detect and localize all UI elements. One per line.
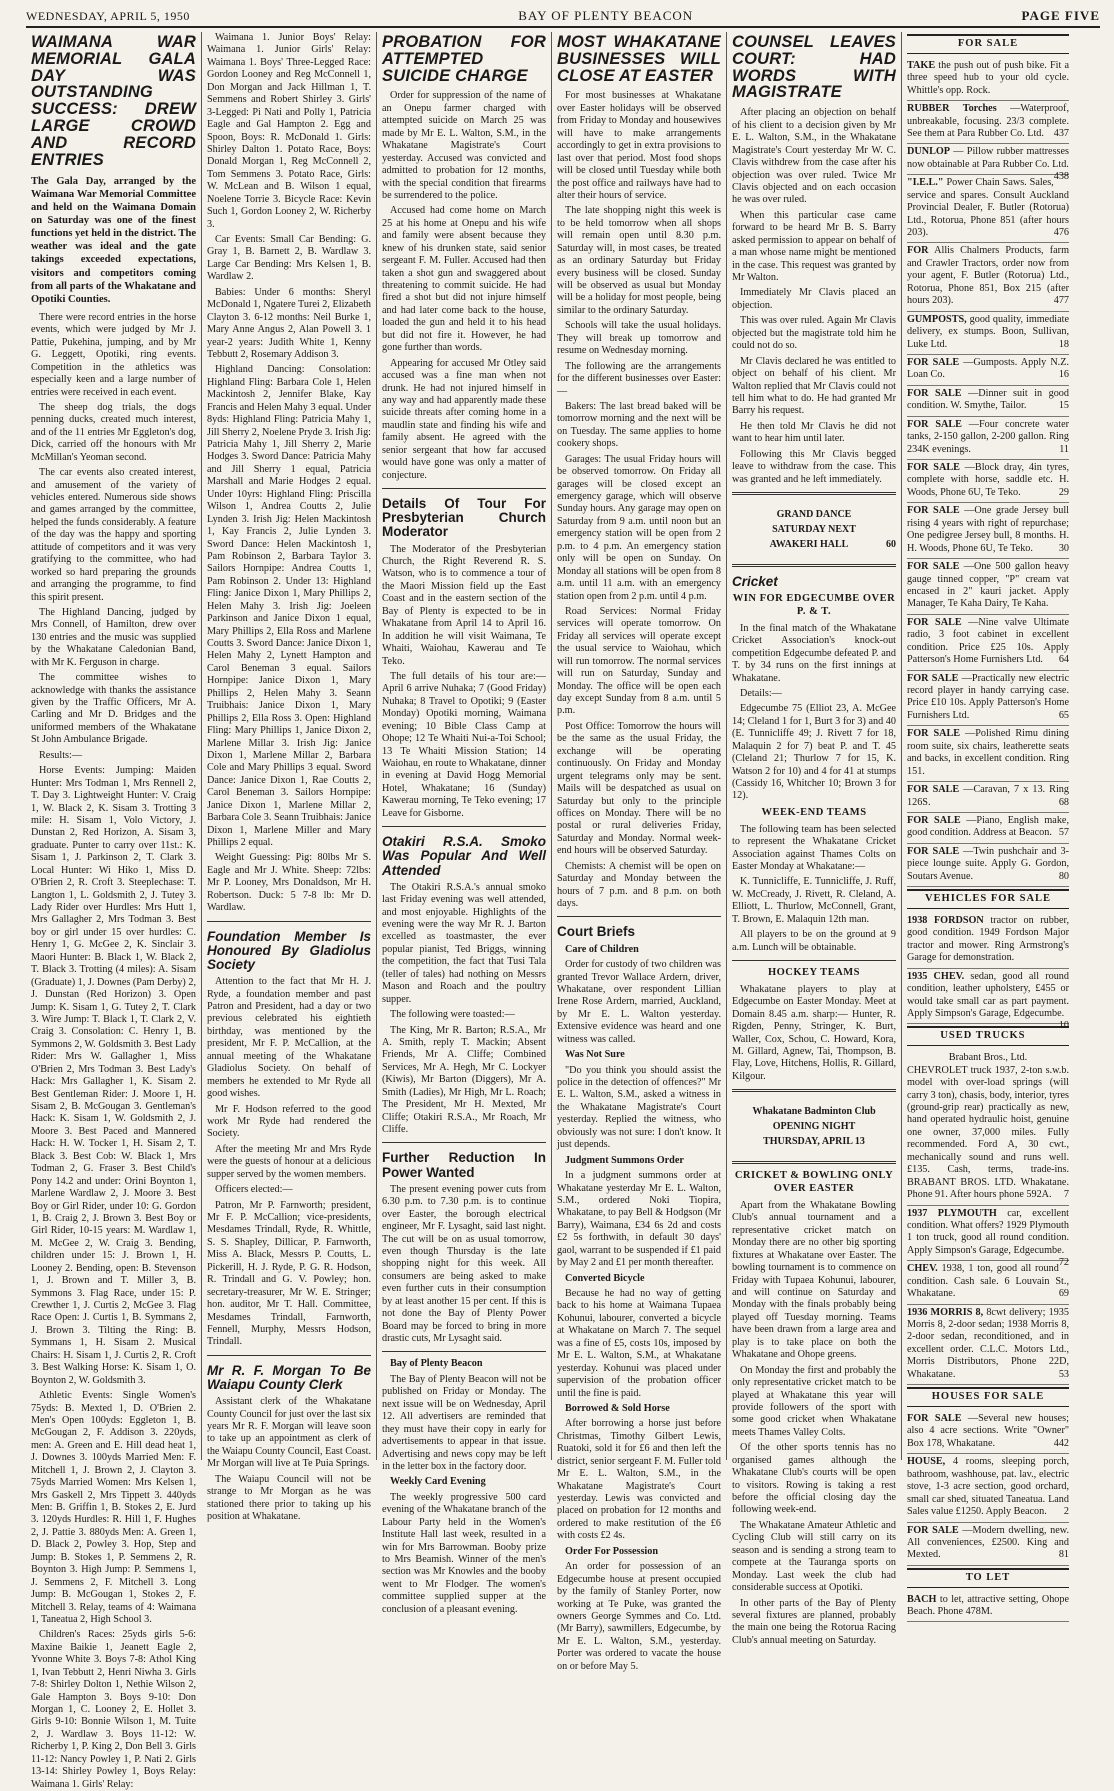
column-2 xyxy=(202,32,377,1523)
ad-keyword: FOR SALE xyxy=(907,1524,959,1536)
teams-head: WEEK-END TEAMS xyxy=(761,806,867,818)
gala-headline: WAIMANA WAR MEMORIAL GALA DAY WAS OUTSTANDING SUCCESS: DREW LARGE CROWD AND RECORD ENTRIES xyxy=(31,33,196,169)
morgan-paragraph: The Waiapu Council will not be strange to Mr Morgan as he was stationed there prior to taking up his position at Whakatane. xyxy=(207,1473,371,1523)
court-paragraph: An order for possession of an Edgecumbe house at present occupied by the family of Stanley Porter, now working at Te Puke, was granted the owners George Symmes and Co. Ltd. (Mr Barry), sawmillers, Edgecumbe, by Mr E. L. Walton, S.M., yesterday. Porter was ordered to vacate the house on or before May 5. xyxy=(557,1561,721,1672)
easter-headline: MOST WHAKATANE BUSINESSES WILL CLOSE AT EASTER xyxy=(557,33,721,85)
classified-ad xyxy=(907,58,1069,101)
ad-keyword: CHEV. xyxy=(907,1263,938,1275)
probation-paragraph: Appearing for accused Mr Otley said accused was a fine man when not drunk. He had not injured himself in any way and had apparently made these suicide threats after coming home in a maudlin state and finding his wife and family absent. He agreed with the senior sergeant that how far accused would have gone was only a matter of conjecture. xyxy=(382,357,546,481)
ad-number: 2 xyxy=(1063,1506,1069,1518)
ad-text: —Twin pushchair and 3-piece lounge suite. Apply G. Gordon, Soutars Avenue. xyxy=(907,845,1069,882)
vehicles-list xyxy=(907,913,1069,1032)
ad-number: 65 xyxy=(1058,709,1069,721)
car-results: Car Events: Small Car Bending: G. Gray 1, B. Barnett 2, B. Wardlaw 3. Large Car Bending: Mrs Kelsen 1, B. Wardlaw 2. xyxy=(207,234,371,283)
ad-keyword: FOR SALE xyxy=(907,1413,962,1424)
column-6-classifieds xyxy=(902,32,1074,1618)
ad-text: 4 rooms, sleeping porch, bathroom, washhouse, pat. lav., electric stove, 1-3 acre section, good orchard, small car shed, situated Taneatua. Land Sales value £1250. Apply Beacon. xyxy=(907,1456,1069,1518)
ad-text: to let, attractive setting, Ohope Beach. Phone 478M. xyxy=(907,1593,1069,1618)
ad-number: 68 xyxy=(1058,796,1069,808)
badminton-line: Whakatane Badminton Club xyxy=(752,1106,876,1118)
foundation-paragraph: Attention to the fact that Mr H. J. Ryde, a foundation member and past Patron and President, had a day or two previous celebrated his eightieth birthday, was mentioned by the president, Mr F. P. McCallion, at the annual meeting of the Whakatane Gladiolus Society. On behalf of members he extended to Mr Ryde all good wishes. xyxy=(207,976,371,1100)
ad-text: —Four concrete water tanks, 2-150 gallon, 2-200 gallon. Ring 234K evenings. xyxy=(907,418,1069,455)
classified-ad xyxy=(907,671,1069,727)
court-subhead: Order For Possession xyxy=(565,1545,659,1557)
bowling-paragraph: Of the other sports tennis has no organised games although the Whakatane Club's courts will be open to visitors. Rowing is taking a rest before the official closing day the following week-end. xyxy=(732,1442,896,1516)
hockey-head: HOCKEY TEAMS xyxy=(767,967,861,979)
divider xyxy=(382,826,546,827)
classified-ad xyxy=(907,813,1069,844)
ad-number: 16 xyxy=(1058,369,1069,381)
counsel-paragraph: Following this Mr Clavis begged leave to withdraw from the case. This was granted and he left immediately. xyxy=(732,448,896,485)
classified-ad xyxy=(907,503,1069,559)
gala-lead: The Gala Day, arranged by the Waimana War Memorial Committee and held on the Waimana Domain on Saturday was one of the finest functions yet held in the district. The weather was ideal and the gate takings exceeded expectations, visitors and competitors coming from all parts of the Whakatane and Opotiki Counties. xyxy=(31,175,196,305)
dance-ad-number: 60 xyxy=(886,539,896,550)
court-paragraph: After borrowing a horse just before Christmas, Timothy Gilbert Lewis, Ruatoki, sold it for £6 and then left the district, senior sergeant F. M. Fuller told Mr E. L. Walton, S.M., in the Whakatane Magistrate's Court yesterday. Lewis was convicted and placed on probation for 12 months and ordered to make restitution of the £6 with costs £2 4s. xyxy=(557,1418,721,1542)
ad-number: 69 xyxy=(1058,1288,1069,1300)
ad-text: —Several new houses; also 4 acre sections. Write "Owner" Box 178, Whakatane. xyxy=(907,1413,1069,1449)
ad-text: sedan, good all round condition, leather upholstery, £455 or would take small car as part payment. Apply Simpson's Garage, Edgecumbe. xyxy=(907,970,1069,1020)
ad-text: —One 500 gallon heavy gauge tinned copper, "P" cream vat encased in 2" kauri jacket. Apply Manager, Te Kaha Dairy, Te Kaha. xyxy=(907,561,1069,610)
ad-number: 477 xyxy=(1053,295,1069,307)
results-label: Results:— xyxy=(39,749,83,761)
column-5 xyxy=(727,32,902,1646)
classified-ad xyxy=(907,1523,1069,1566)
vehicles-head: VEHICLES FOR SALE xyxy=(907,889,1069,909)
cricket-paragraph: K. Tunnicliffe, E. Tunnicliffe, J. Ruff, W. McCready, J. Rivett, R. Cleland, A. Elliott, L. Thurlow, McConnell, Grant, T. Brown, E. Malaquin 12th man. xyxy=(732,876,896,925)
easter-paragraph: For most businesses at Whakatane over Easter holidays will be observed from Friday to Monday and housewives will have to make arrangements accordingly to get in extra provisions to last over that period. Most food shops will be closed until Tuesday while both the post office and railways have had to alter their hours of service. xyxy=(557,90,721,201)
ad-text: —Caravan, 7 x 13. Ring 126S. xyxy=(907,784,1069,808)
easter-paragraph: The following are the arrangements for the different businesses over Easter:— xyxy=(557,360,721,397)
court-paragraph: Because he had no way of getting back to his home at Waimana Tupaea Kohunui, labourer, converted a bicycle at Whakatane on March 7. The sequel was a fine of £5, costs 10s, imposed by Mr E. L. Walton, S.M., at Whakatane yesterday. Kohunui was placed under supervision of the probation officer until the fine is paid. xyxy=(557,1288,721,1399)
ad-number: 30 xyxy=(1058,542,1069,554)
dance-line xyxy=(732,537,896,552)
relay-results: Waimana 1. Junior Boys' Relay: Waimana 1. Junior Girls' Relay: Waimana 1. Boys' Three-Legged Race: Gordon Looney and Reg McConnell 1, Don Morgan and Jack Hillman 1, T. Semmens and Robert Shirley 3. Girls' 3-Legged: Pi Nati and Polly 1, Patricia Eagle and Gal Hampton 2. Egg and Spoon, Boys: R. McDonald 1. Girls: Shirley Dalton 1. Potato Race, Boys: Donald Morgan 1, Reg McConnell 2, Tom Semmens 3. Potato Race, Girls: W. McLean and B. Wilson 1 equal, Noelene Torrie 3. Bicycle Race: Kevin Such 1, Gordon Looney 2, W. Richerby 3. xyxy=(207,32,371,230)
moderator-paragraph: The Moderator of the Presbyterian Church, the Right Reverend R. S. Watson, who is to commence a tour of the Maori Mission field up the East Coast and in the eastern section of the Bay of Plenty is expected to be in Whakatane from April 14 to April 16. In addition he will visit Waimana, Te Whaiti, Waiohau, Kawerau and Te Teko. xyxy=(382,543,546,667)
ad-keyword: FOR SALE xyxy=(907,672,959,684)
foundation-paragraph: Mr F. Hodson referred to the good work Mr Ryde had rendered the Society. xyxy=(207,1103,371,1140)
ad-text: tractor on rubber, good condition. 1949 Fordson Major tractor and mower. Ring Armstrong's Garage for demonstration. xyxy=(907,914,1069,964)
divider xyxy=(207,921,371,922)
ad-text: —Modern dwelling, new. All conveniences, £2500. King and Mexted. xyxy=(907,1524,1069,1561)
divider xyxy=(732,960,896,961)
ad-keyword: FOR SALE xyxy=(907,814,961,826)
ad-number: 72 xyxy=(1058,1257,1069,1269)
rsa-paragraph: The following were toasted:— xyxy=(390,1009,515,1021)
gala-paragraph: The sheep dog trials, the dogs penning ducks, created much interest, and of the 11 entries Mr Eggleton's dog, Dick, carried off the honours with Mr McMillan's Yeoman second. xyxy=(31,401,196,463)
athletic-results: Athletic Events: Single Women's 75yds: B. Mexted 1, D. O'Brien 2. Men's Open 100yds: Eggleton 1, B. McGougan 2, F. Addison 3. 220yds, men: A. Green and E. Hill dead heat 1, J. Downes 3. 100yds Married Men: F. Mitchell 1, J. Brown 2, J. Clayton 3. 75yds Married Women: Mrs Kelsen 1, Mrs Gaskell 2, Mrs Tippett 3. 440yds Men: B. Griffin 1, B. Stokes 2, E. Jurd 3. 120yds Hurdles: R. Hill 1, F. Hughes 2, J. Pattie 3. 880yds Men: A. Green 1, D. Black 2, Powley 3. Hop, Step and Jump: B. Stokes 1, P. Semmens 2, R. Boynton 3. High Jump: P. Semmens 1, J. Semmens 2, F. Mitchell 3. Long Jump: B. McGougan 1, Stokes 2, F. Mitchell 3. Relay, teams of 4: Waimana 1, Taneatua 2, High School 3. xyxy=(31,1390,196,1625)
ad-number: 29 xyxy=(1058,486,1069,498)
ad-number: 81 xyxy=(1058,1549,1069,1561)
badminton-line: OPENING NIGHT xyxy=(772,1121,856,1133)
badminton-ad xyxy=(732,1098,896,1155)
ad-text: 8cwt delivery; 1935 Morris 8, 2-door sedan; 1938 Morris 8, 2-door sedan, reconditioned, and in excellent order. C.L.C. Motors Ltd., Morris Distributors, Phone 22D, Whakatane. xyxy=(907,1306,1069,1380)
classified-ad xyxy=(907,175,1069,243)
moderator-paragraph: The full details of his tour are:— April 6 arrive Nuhaka; 7 (Good Friday) Nuhaka; 8 Travel to Opotiki; 9 (Easter Monday) Opotiki morning, Waimana evening; 10 Bible Class Camp at Ohope; 12 Te Whaiti Nui-a-Toi School; 13 Te Whaiti Mission Station; 14 Waiohau, en route to Whakatane, dinner in evening at David Hogg Memorial Hotel, Whakatane; 16 (Sunday) Kawerau morning, Te Teko evening; 17 Leave for Gisborne. xyxy=(382,670,546,819)
easter-paragraph: The late shopping night this week is to be held tomorrow when all shops will remain open until 8.30 p.m. Saturday will, in most cases, be treated as an ordinary Saturday but Friday every business will be closed. Sunday will be observed as usual but Monday will be a holiday for most people, being similar to the ordinary Saturday. xyxy=(557,205,721,316)
classified-ad xyxy=(907,101,1069,144)
ad-number: 437 xyxy=(1053,127,1069,139)
ad-keyword: DUNLOP xyxy=(907,146,951,158)
ad-keyword: GUMPOSTS, xyxy=(907,313,967,325)
ad-text: —Dinner suit in good condition. W. Smythe, Tailor. xyxy=(907,387,1069,412)
classified-ad xyxy=(907,913,1069,969)
divider xyxy=(382,1142,546,1143)
to-let-head: TO LET xyxy=(907,1568,1069,1588)
ad-text: — Pillow rubber mattresses now obtainable at Para Rubber Co. Ltd. xyxy=(907,146,1069,170)
morgan-headline: Mr R. F. Morgan To Be Waiapu County Clerk xyxy=(207,1362,371,1392)
probation-paragraph: Accused had come home on March 25 at his home at Onepu and his wife and family were absent because they knew of his drunken state, said senior sergeant F. M. Fuller. Accused had then taken a shot gun and swaggered about threatening to commit suicide. He had fired a shot but did not injure himself and had later come back to the house, loaded the gun and held it to his head but did not fire it. However, he had gone further than words. xyxy=(382,205,546,354)
ad-text: 1938, 1 ton, good all round condition. Cash sale. 6 Louvain St., Whakatane. xyxy=(907,1263,1069,1300)
court-subhead: Was Not Sure xyxy=(565,1049,625,1061)
rsa-paragraph: The King, Mr R. Barton; R.S.A., Mr A. Smith, reply T. Mackin; Absent Friends, Mr A. Cliffe; Combined Services, Mr A. Hegh, Mr C. Lockyer (Kiwis), Mr Barton (Diggers), Mr A. Smith (Ladies), Mr High, Mr L. Roach; The President, Mr H. Mexted, Mr Cliffe; Otakiri R.S.A., Mr Roach, Mr Cliffe. xyxy=(382,1024,546,1136)
horse-results: Horse Events: Jumping: Maiden Hunter: Mrs Todman 1, Mrs Rennell 2, T. Day 3. Lightweight Hunter: V. Craig 1, W. Black 2, K. Sisam 3. Trotting 3 mile: H. Sisam 1, Volo Victory, J. Dunstan 2, Red Horizon, A. Sisam 3, graduate. Punter to carry over 11st.: K. Sisam 1, J. Parkinson 2, T. Clark 3. Local Hunter: Wi Hiko 1, Miss D. O'Brien 2, R. Croft 3. Steeplechase: T. Langton 1, L. Goldsmith 2, J. Tutey 3. Lady Rider over Hurdles: Mrs Hutt 1, Mrs Gallagher 2, Mrs Todman 3. Best boy or girl under 15 over hurdles: C. Henry 1, G. McGee 2, K. Sinclair 3. Maori Hunter: B. Black 1, W. Black 2, T. Black 3. Trotting (4 miles): A. Sisam (Graduate) 1, J. Downes (Pam Derby) 2, J. Dunstan (Red Horizon) 3. Open Jump: K. Sisam 1, G. Tutey 2, T. Clark 3. Wire Jump: T. Black 1, T. Clark 2, V. Craig 3. Consolation: C. Henry 1, B. Symmons 2, W. Goldsmith 3. Best Lady Rider: Mrs W. Gallagher 1, Miss O'Brien 2, Mrs Todman 3. Best Lady's Hack: Mrs Gallagher 1, K. Sisam 2. Best Gentleman Rider: J. Moore 1, H. Sisam 2, B. McGougan 3. Gentleman's Hack: K. Sisam 1, W. Goldsmith 2, J. Moore 3. Best Paced and Mannered Hack: H. W. Tocker 1, H. Sisam 2, T. Black 3. Best Cob: W. Black 1, Mrs Todman 2, G. Fraser 3. Best Child's Pony 14.2 and under: Orini Boynton 1, Marlene Wardlaw 2, J. Moore 3. Best Boy or Girl Rider, under 10: G. Gordon 1, B. Craig 2, J. Brown 3. Best Boy or Girl Rider, 10-15 years: M. Wardlaw 1, M. McGee 2, W. Craig 3. Bending, children under 15: J. Brown 1, H. Looney 2. Bending, open: B. Stevenson 1, J. Brown and T. Miller 3, B. Symmons 3. Flag Race, under 15: P. Crewther 1, J. Curtis 2, McGee 3. Flag Race Open: J. Curtis 1, B. Symmans 2, J. Brown 3. Tilting the Ring: B. Symmans 1, H. Sisam 2. Musical Chairs: H. Sisam 1, J. Curtis 2, R. Croft 3. Best Walking Horse: K. Sisam 1, O. Boynton 2, W. Goldsmith 3. xyxy=(31,765,196,1386)
easter-paragraph: Post Office: Tomorrow the hours will be the same as the usual Friday, the exchange will be operating continuously. On Friday and Monday urgent telegrams only may be sent. Mails will be despatched as usual on Saturday but only to the principle offices on Monday. There will be no postal or rural deliveries Friday, Saturday and Monday. Normal week-end hours will be observed Saturday. xyxy=(557,720,721,857)
cricket-paragraph: Edgecumbe 75 (Elliot 23, A. McGee 14; Cleland 1 for 1, Burt 3 for 3) and 40 (E. Tunnicliffe 49; J. Rivett 7 for 18, Malaquin 2 for 7) beat P. and T. 45 (Cleland 21; Thurlow 7 for 15, K. Watson 2 for 10) and 4 for 41 at stumps (Cassidy 16, Whitcher 10; Brown 3 for 12). xyxy=(732,703,896,802)
counsel-paragraph: When this particular case came forward to be heard Mr B. S. Barry asked permission to appear on behalf of a man whose name might be mentioned in the case. This request was granted by Mr Walton. xyxy=(732,209,896,283)
hockey-paragraph: Whakatane players to play at Edgecumbe on Easter Monday. Meet at Domain 8.45 a.m. sharp:— Hunter, R. Rigden, Penny, Stringer, K. Burt, Waller, Cox, Schou, C. Howard, Kora, M. Gillard, Agnew, Tai, Thompson, B. Flay, Love, Hitchens, Hollis, R. Gillard, Kilgour. xyxy=(732,983,896,1082)
classified-ad xyxy=(907,844,1069,887)
easter-paragraph: Garages: The usual Friday hours will be observed tomorrow. On Friday all garages will be closed except an emergency garage, which will observe Sunday hours. Any garage may open on Saturday from 9 a.m. until noon but an emergency station will be open from 2 p.m. to 4 p.m. An emergency station only will be open on Sunday. On Monday all stations will be open from 8 a.m. until 11 a.m. with an emergency station open from 2 p.m. until 4 p.m. xyxy=(557,453,721,602)
cards-paragraph: The weekly progressive 500 card evening of the Whakatane branch of the Labour Party held in the Women's Institute Hall last week, resulted in a win for Mrs Barrowman. Booby prize to Mrs Beamish. Winner of the men's section was Mr Knowles and the booby went to Mr Flodger. The women's committee supplied supper at the conclusion of a pleasant evening. xyxy=(382,1491,546,1615)
easter-paragraph: Road Services: Normal Friday services will operate tomorrow. On Friday all services will operate except the usual service to Waiohau, which will run tomorrow. The normal services will run on Saturday, Sunday and Monday. The office will be open each day except Sunday from 8 a.m. until 5 p.m. xyxy=(557,605,721,717)
cricket-paragraph: Details:— xyxy=(740,687,782,699)
court-subhead: Converted Bicycle xyxy=(565,1272,645,1284)
dance-ad xyxy=(732,501,896,558)
ad-keyword: BACH xyxy=(907,1593,937,1605)
classified-ad xyxy=(907,312,1069,355)
divider xyxy=(382,1351,546,1352)
counsel-paragraph: Immediately Mr Clavis placed an objection. xyxy=(732,287,896,311)
classified-ad xyxy=(907,386,1069,417)
ad-text: —Block dray, 4in tyres, complete with horse, saddle etc. H. Woods, Phone 6U, Te Teko. xyxy=(907,462,1069,498)
ad-number: 53 xyxy=(1058,1368,1069,1380)
gala-paragraph: The car events also created interest, and amusement of the variety of vehicles entered. Numerous side shows and games arranged by the committee, helped the funds considerably. A feature of the day was the happy and sporting attitude of competitors and it was very gratifying to the committee, who had worked so hard preparing the grounds and arranging the programme, to find this spirit present. xyxy=(31,467,196,603)
foundation-paragraph: Patron, Mr P. Farnworth; president, Mr F. P. McCallion; vice-presidents, Mesdames Trindall, Ryde, R. Whittle, S. S. Shapley, Dillicar, P. Farnworth, Miss A. Black, Messrs P. Coutts, L. Pickerill, H. J. Ryde, P. G. R. Hodson, R. Trindall and G. V. Powley; hon. secretary-treasurer, Mr W. E. Stringer; hon. auditor, Mr T. Hall. Committee, Mesdames Trindall, Farnworth, Fennell, Murphy, Messrs Hodson, Trindall. xyxy=(207,1199,371,1348)
foundation-headline: Foundation Member Is Honoured By Gladiolus Society xyxy=(207,928,371,972)
beacon-head: Bay of Plenty Beacon xyxy=(390,1358,483,1370)
ad-keyword: "I.E.L." xyxy=(907,177,944,189)
classified-ad xyxy=(907,417,1069,460)
power-paragraph: The present evening power cuts from 6.30 p.m. to 7.30 p.m. is to continue over Easter, the borough electrical engineer, Mr F. Lysaght, said last night. The cut will be on as usual tomorrow, even though Thursday is the late shopping night for this week. All consumers are being asked to make even further cuts in their consumption by at least another 15 per cent. If this is not done the Bay of Plenty Power Board may be forced to bring in more drastic cuts, Mr Lysaght said. xyxy=(382,1183,546,1345)
rsa-headline: Otakiri R.S.A. Smoko Was Popular And Well Attended xyxy=(382,834,546,878)
ad-keyword: FOR SALE xyxy=(907,845,960,857)
bowling-paragraph: The Whakatane Amateur Athletic and Cycling Club will still carry on its season and is sending a strong team to compete at the Tauranga sports on Monday. Last week the club had considerable success at Opotiki. xyxy=(732,1519,896,1594)
ad-text: —Waterproof, unbreakable, focusing. 23/3 complete. See them at Para Rubber Co. Ltd. xyxy=(907,103,1069,139)
bowling-paragraph: On Monday the first and probably the only representative cricket match to be played at Whakatane this year will provide followers of the sport with some good cricket when Whakatane meets Thames Valley Colts. xyxy=(732,1364,896,1438)
moderator-headline: Details Of Tour For Presbyterian Church Moderator xyxy=(382,496,546,540)
highland-results: Highland Dancing: Consolation: Highland Fling: Barbara Cole 1, Helen Mackintosh 2, Jennifer Blake, Kay Francis and Helen Mahy 3 equal. Under 8yds: Highland Fling: Patricia Mahy 1, Jill Sherry 2, Noelene Pryde 3. Irish Jig: Patricia Mahy 1, Jill Sherry 2, Marie Hodges 3. Sword Dance: Patricia Mahy and Jill Sherry 1 equal, Patricia Marshall and Marie Hodges 2 equal. Under 10yrs: Highland Fling: Priscilla Wilson 1, Andrea Coutts 2, Julie Lynden 3. Irish Jig: Helen Mackintosh 1, Kay Francis 2, Julie Lynden 3. Sword Dance: Helen Mackintosh 1, Pam Robinson 2, Barbara Taylor 3. Sailors Hornpipe: Andrea Coutts 1, Pam Robinson 2. Under 13: Highland Fling: Janice Dixon 1, Mary Phillips 2, Helen Mahy 3. Irish Jig: Joeleen Parkinson and Janice Dixon 1 equal, Mary Phillips 2, Ella Ross and Marlene Coutts 3. Sword Dance: Janice Dixon 1, Helen Mahy 2, Lynett Hampton and Carol Beneman 3 equal. Sailors Hornpipe: Janice Dixon 1, Mary Phillips 2, Helen Mahy 3. Seann Truibhais: Janice Dixon 1, Mary Phillips 2, Ella Ross 3. Open: Highland Fling: Mary Phillips 1, Janice Dixon 2, Marlene Millar 3. Irish Jig: Janice Dixon 1, Marlene Millar 2, Barbara Cole and Mary Phillips 3 equal. Sword Dance: Janice Dixon 1, Rae Coutts 2, Carol Beneman 3. Sailors Hornpipe: Janice Dixon 1, Marlene Millar 2, Barbara Cole 3. Seann Truibhais: Janice Dixon 1, Marlene Miller and Mary Phillips 2 equal. xyxy=(207,364,371,848)
ad-keyword: 1936 MORRIS 8, xyxy=(907,1306,984,1318)
foundation-paragraph: Officers elected:— xyxy=(215,1184,293,1196)
classified-ad xyxy=(907,355,1069,386)
court-headline: Court Briefs xyxy=(557,924,636,940)
column-4 xyxy=(552,32,727,1672)
masthead xyxy=(26,8,1100,28)
ad-keyword: RUBBER Torches xyxy=(907,103,997,115)
classified-ad xyxy=(907,1454,1069,1522)
ad-keyword: 1935 CHEV. xyxy=(907,970,965,982)
truck-ad-number: 7 xyxy=(1063,1189,1069,1201)
ad-keyword: FOR SALE xyxy=(907,616,962,628)
ad-keyword: FOR SALE xyxy=(907,462,960,474)
dance-venue: AWAKERI HALL xyxy=(769,539,849,550)
beacon-paragraph: The Bay of Plenty Beacon will not be published on Friday or Monday. The next issue will be on Wednesday, April 12. All advertisers are reminded that they must have their copy in early for advertisements to appear in that issue. Advertising and news copy may be left in the letter box in the factory door. xyxy=(382,1373,546,1472)
babies-results: Babies: Under 6 months: Sheryl McDonald 1, Ngatere Turei 2, Elizabeth Clayton 3. 6-12 months: Neil Burke 1, Mary Anne Angus 2, Alan Powell 3. 1 year-2 years: Judith White 1, Kenny Tebbutt 2, Rosemary Addison 3. xyxy=(207,286,371,360)
ad-keyword: FOR SALE xyxy=(907,387,962,399)
cricket-paragraph: In the final match of the Whakatane Cricket Association's knock-out competition Edgecumbe defeated P. and T. by 34 runs on the first innings at Whakatane. xyxy=(732,622,896,684)
ad-number: 57 xyxy=(1058,827,1069,839)
ad-keyword: 1937 PLYMOUTH xyxy=(907,1207,997,1219)
ad-number: 10 xyxy=(1058,1020,1069,1032)
ad-number: 11 xyxy=(1059,443,1069,455)
ad-number: 18 xyxy=(1058,338,1069,350)
classified-ad xyxy=(907,559,1069,615)
ad-text: the push out of push bike. Fit a three speed hub to your old cycle. Whittle's opp. Rock. xyxy=(907,59,1069,96)
ad-keyword: FOR SALE xyxy=(907,561,960,573)
classified-ad xyxy=(907,726,1069,782)
easter-paragraph: Bakers: The last bread baked will be tomorrow morning and the next will be on Tuesday. The same applies to home cookery shops. xyxy=(557,400,721,450)
gala-paragraph: The committee wishes to acknowledge with thanks the assistance given by the Traffic Officers, Mr A. Carling and Mr D. Bridges and the uniformed members of the Whakatane St John Ambulance Brigade. xyxy=(31,672,196,746)
weight-results: Weight Guessing: Pig: 80lbs Mr S. Eagle and Mr J. White. Sheep: 72lbs: Mr P. Looney, Mrs Donaldson, Mr H. Robertson. Duck: 5 7-8 lb: Mr D. Wardlaw. xyxy=(207,852,371,914)
bowling-head: CRICKET & BOWLING ONLY OVER EASTER xyxy=(734,1170,894,1195)
easter-paragraph: Chemists: A chemist will be open on Saturday and Monday between the hours of 7 p.m. and 8 p.m. on both days. xyxy=(557,860,721,910)
bowling-paragraph: In other parts of the Bay of Plenty several fixtures are planned, probably the main one being the Rotorua Racing Club's annual meeting on Saturday. xyxy=(732,1597,896,1646)
counsel-headline: COUNSEL LEAVES COURT: HAD WORDS WITH MAGISTRATE xyxy=(732,33,896,102)
classified-ad xyxy=(907,1305,1069,1386)
divider xyxy=(732,492,896,495)
power-headline: Further Reduction In Power Wanted xyxy=(382,1150,546,1180)
classified-ad xyxy=(907,1592,1069,1623)
ad-number: 476 xyxy=(1053,227,1069,239)
paper-name: BAY OF PLENTY BEACON xyxy=(518,8,694,23)
easter-paragraph: Schools will take the usual holidays. They will break up tomorrow and resume on Wednesday morning. xyxy=(557,320,721,357)
ad-text: Allis Chalmers Products, farm and Crawler Tractors, order now from your agent, F. Butler (Rotorua) Ltd., Rotorua, Phone 851, Box 215 (after hours 203). xyxy=(907,245,1069,307)
dance-line: GRAND DANCE xyxy=(776,509,852,520)
cricket-paragraph: All players to be on the ground at 9 a.m. Lunch will be obtainable. xyxy=(732,929,896,953)
classified-ad xyxy=(907,969,1069,1032)
cards-head: Weekly Card Evening xyxy=(390,1476,486,1488)
ad-keyword: 1938 FORDSON xyxy=(907,914,984,926)
page-number: PAGE FIVE xyxy=(1021,8,1100,23)
column-3 xyxy=(377,32,552,1615)
issue-date: WEDNESDAY, APRIL 5, 1950 xyxy=(26,9,190,23)
houses-head: HOUSES FOR SALE xyxy=(907,1387,1069,1407)
classified-ad xyxy=(907,460,1069,503)
ad-keyword: FOR SALE xyxy=(907,356,960,368)
dance-line: SATURDAY NEXT xyxy=(772,524,856,535)
probation-headline: PROBATION FOR ATTEMPTED SUICIDE CHARGE xyxy=(382,33,546,85)
ad-text: —Piano, English make, good condition. Address at Beacon. xyxy=(907,814,1069,839)
classified-ad xyxy=(907,615,1069,671)
to-let-list xyxy=(907,1592,1069,1623)
gala-paragraph: The Highland Dancing, judged by Mrs Connell, of Hamilton, drew over 130 entries and the music was supplied by the Whakatane Caledonian Band, with Mr K. Ferguson in charge. xyxy=(31,606,196,668)
ad-text: Power Chain Saws. Sales, service and spares. Consult Auckland Provincial Dealer, F. Butler (Rotorua) Ltd., Rotorua, Phone 851 (after hours 203). xyxy=(907,177,1069,239)
for-sale-head: FOR SALE xyxy=(907,34,1069,54)
ad-keyword: FOR xyxy=(907,245,929,257)
ad-text: —Nine valve Ultimate radio, 3 foot cabinet in excellent condition. Price £25 10s. Apply Patterson's Home Furnishers Ltd. xyxy=(907,616,1069,666)
divider xyxy=(732,564,896,567)
court-subhead: Judgment Summons Order xyxy=(565,1154,684,1166)
ad-text: —Polished Rimu dining room suite, six chairs, leatherette seats and backs, in excellent condition. Ring 151. xyxy=(907,728,1069,777)
ad-text: good quality, immediate delivery, ex stumps. Boon, Sullivan, Luke Ltd. xyxy=(907,313,1069,350)
for-sale-list xyxy=(907,58,1069,887)
trucks-head: USED TRUCKS xyxy=(907,1026,1069,1046)
classified-ad xyxy=(907,1261,1069,1304)
court-subhead: Care of Children xyxy=(565,943,639,955)
ad-keyword: FOR SALE xyxy=(907,784,960,796)
houses-list xyxy=(907,1411,1069,1566)
ad-number: 80 xyxy=(1058,870,1069,882)
more-vehicles-list xyxy=(907,1206,1069,1386)
classified-ad xyxy=(907,782,1069,813)
ad-text: —Gumposts. Apply N.Z. Loan Co. xyxy=(907,356,1069,381)
truck-dealer: Brabant Bros., Ltd. xyxy=(948,1052,1028,1064)
gala-paragraph: There were record entries in the horse events, which were judged by Mr J. Pattie, Pukehina, jumping, and by Mr G. Leggett, Opotiki, ring events. Competition in the athletics was especially keen and a large number of entries were received in each event. xyxy=(31,311,196,398)
truck-text: CHEVROLET truck 1937, 2-ton s.w.b. model with over-load springs (will carry 3 ton), chasis, body, interior, tyres (ground-grip rear) practically as new, hand operated hydraulic hoist, genuine one owner, 37,000 miles. Fully recommended. Ford A, 30 cwt., mechanically sound and runs well. £135. Cash, terms, trade-ins. BRABANT BROS. LTD. Whakatane. Phone 91. After hours phone 592A. xyxy=(907,1064,1069,1201)
court-subhead: Borrowed & Sold Horse xyxy=(565,1402,670,1414)
rsa-paragraph: The Otakiri R.S.A.'s annual smoko last Friday evening was well attended, and most enjoyable. Highlights of the evening were the way Mr R. J. Barton excelled as toastmaster, the ever popular pianist, Ted Briggs, winning the competition, the fact that Tusi Tala (teller of tales) had nothing on Messrs Mason and Roach and the poultry supper. xyxy=(382,881,546,1005)
divider xyxy=(207,1355,371,1356)
ad-text: —One grade Jersey bull rising 4 years with right of repurchase; One pedigree Jersey bull, 8 months. H. H. Woods, Phone 6U, Te Teko. xyxy=(907,505,1070,554)
counsel-paragraph: After placing an objection on behalf of his client to a decision given by Mr E. L. Walton, S.M., in the Whakatane Magistrate's Court yesterday Mr W. C. Clavis withdrew from the case after his objection was over ruled. Twice Mr Clavis objected and on each occasion he was over ruled. xyxy=(732,107,896,206)
ad-keyword: HOUSE, xyxy=(907,1456,946,1468)
court-paragraph: Order for custody of two children was granted Trevor Wallace Ardern, driver, Whakatane, over respondent Lillian Irene Rose Ardern, married, Auckland, by Mr E. L. Walton yesterday. Extensive evidence was heard and one witness was called. xyxy=(557,959,721,1045)
classified-ad xyxy=(907,1411,1069,1454)
counsel-paragraph: He then told Mr Clavis he did not want to hear him until later. xyxy=(732,420,896,445)
counsel-paragraph: This was over ruled. Again Mr Clavis objected but the magistrate told him he could not do so. xyxy=(732,315,896,352)
classified-ad xyxy=(907,243,1069,311)
children-results: Children's Races: 25yds girls 5-6: Maxine Baikie 1, Jeanett Eagle 2, Yvonne White 3. Boys 7-8: Athol King 1, Ivan Tebbutt 2, Henri Niwha 3. Girls 7-8: Shirley Dolton 1, Nethie Wilson 2, Gale Hampton 3. Boys 9-10: Don Morgan 1, C. Looney 2, E. Hollet 3. Girls 9-10: Bonnie Wilson 1, M. Tuite 2, J. Wardlaw 3. Boys 11-12: W. Richerby 1, P. King 2, Don Bell 3. Girls 11-12: Nancy Powley 1, P. Nati 2. Girls 13-14: Shirley Powley 1, Boys Relay: Waimana 1. Girls' Relay: xyxy=(31,1629,196,1790)
truck-ad xyxy=(907,1050,1069,1205)
ad-keyword: FOR SALE xyxy=(907,418,962,430)
cricket-headline: Cricket xyxy=(732,574,778,589)
ad-text: car, excellent condition. What offers? 1929 Plymouth 1 ton truck, good all round condition. Apply Simpson's Garage, Edgecumbe. xyxy=(907,1207,1069,1256)
ad-keyword: FOR SALE xyxy=(907,505,960,517)
morgan-paragraph: Assistant clerk of the Whakatane County Council for just over the last six years Mr R. F. Morgan will leave soon to take up an appointment as clerk of the Waiapu County Council, East Coast. Mr Morgan will live at Te Puia Springs. xyxy=(207,1396,371,1470)
divider xyxy=(382,488,546,489)
court-paragraph: In a judgment summons order at Whakatane yesterday Mr E. L. Walton, S.M., ordered Noki Tiopira, Whakatane, to pay Bell & Hodgson (Mr Barry), Waimana, £34 6s 2d and costs £2 5s forthwith, in default 30 days' gaol, warrant to be suspended if £1 paid by May 2 and £1 per month thereafter. xyxy=(557,1170,721,1269)
ad-number: 64 xyxy=(1058,654,1069,666)
probation-paragraph: Order for suppression of the name of an Onepu farmer charged with attempted suicide on March 25 was made by Mr E. L. Walton, S.M., in the Whakatane Magistrate's Court yesterday. Accused was convicted and admitted to probation for 12 months, with the special condition that firearms be surrendered to the police. xyxy=(382,90,546,201)
ad-keyword: FOR SALE xyxy=(907,728,961,740)
ad-number: 438 xyxy=(1053,171,1069,183)
ad-number: 442 xyxy=(1053,1437,1069,1449)
ad-text: —Practically new electric record player in handy carrying case. Price £10 10s. Apply Patterson's Home Furnishers Ltd. xyxy=(907,672,1069,721)
cricket-paragraph: The following team has been selected to represent the Whakatane Cricket Association against Thames Colts on Easter Monday at Whakatane:— xyxy=(732,823,896,872)
column-1 xyxy=(26,32,202,1790)
divider xyxy=(732,1089,896,1092)
cricket-subhead: WIN FOR EDGECUMBE OVER P. & T. xyxy=(732,593,896,617)
court-paragraph: "Do you think you should assist the police in the detection of offences?" Mr E. L. Walton, S.M., asked a witness in the Whakatane Magistrate's Court yesterday. Replied the witness, who obviously was not sure: I don't know. It just depends. xyxy=(557,1064,721,1151)
counsel-paragraph: Mr Clavis declared he was entitled to object on behalf of his client. Mr Walton replied that Mr Clavis could not tell him what to do. He had granted Mr Barry his request. xyxy=(732,355,896,417)
divider xyxy=(557,916,721,917)
divider xyxy=(732,1161,896,1164)
bowling-paragraph: Apart from the Whakatane Bowling Club's annual tournament and a representative cricket match on Monday there are no other big sporting fixtures at Whakatane over Easter. The bowling tournament is to commence on Friday with Tupaea Kohunui, labourer, and will continue on Saturday and Monday with the finals probably being played off Tuesday morning. Teams have been drawn from a large area and play is to take place on both the Whakatane and Ohope greens. xyxy=(732,1199,896,1361)
ad-number: 15 xyxy=(1058,400,1069,412)
ad-keyword: TAKE xyxy=(907,59,936,71)
badminton-line: THURSDAY, APRIL 13 xyxy=(763,1136,865,1148)
foundation-paragraph: After the meeting Mr and Mrs Ryde were the guests of honour at a delicious supper served by the women members. xyxy=(207,1143,371,1180)
